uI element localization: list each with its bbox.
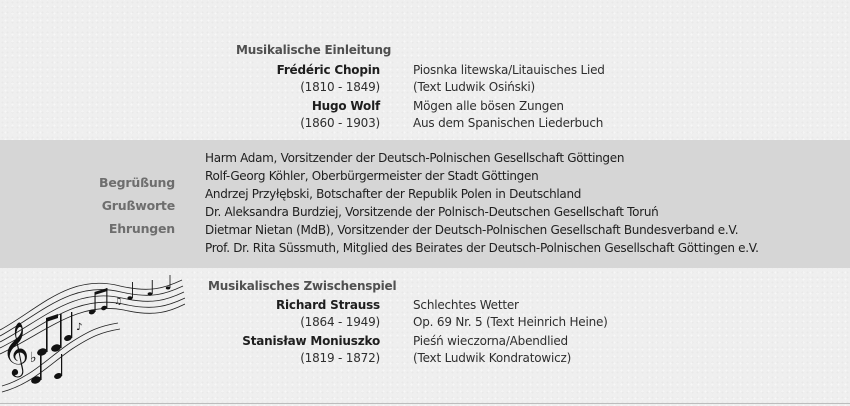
work-title: Mögen alle bösen Zungen [413,99,564,113]
speaker-line: Andrzej Przyłębski, Botschafter der Republik Polen in Deutschland [205,187,582,201]
work-title: Schlechtes Wetter [413,298,519,312]
speaker-line: Harm Adam, Vorsitzender der Deutsch-Polnischen Gesellschaft Göttingen [205,151,625,165]
speaker-line: Dr. Aleksandra Burdziej, Vorsitzende der Polnisch-Deutschen Gesellschaft Toruń [205,205,659,219]
section-title-zwischenspiel: Musikalisches Zwischenspiel [208,279,397,293]
composer-years: (1860 - 1903) [300,116,380,130]
label-ehrungen: Ehrungen [108,221,175,236]
work-note: Aus dem Spanischen Liederbuch [413,116,604,130]
label-grussworte: Grußworte [101,198,175,213]
label-begruessung: Begrüßung [99,175,175,190]
composer-years: (1819 - 1872) [300,351,380,365]
section-title-einleitung: Musikalische Einleitung [236,43,392,57]
svg-text:𝄞: 𝄞 [2,321,30,375]
composer-years: (1864 - 1949) [300,315,380,329]
composer-name: Stanisław Moniuszko [242,334,380,348]
composer-name: Hugo Wolf [311,99,380,113]
bottom-divider [0,403,850,404]
composer-years: (1810 - 1849) [300,80,380,94]
svg-text:♫: ♫ [114,297,123,307]
music-notes-icon [0,268,185,403]
composer-name: Frédéric Chopin [276,63,380,77]
work-title: Pieśń wieczorna/Abendlied [413,334,568,348]
svg-text:♭: ♭ [30,350,37,366]
composer-name: Richard Strauss [275,298,380,312]
work-title: Piosnka litewska/Litauisches Lied [413,63,605,77]
speaker-line: Rolf-Georg Köhler, Oberbürgermeister der Stadt Göttingen [205,169,539,183]
speaker-line: Dietmar Nietan (MdB), Vorsitzender der Deutsch-Polnischen Gesellschaft Bundesverband e.V. [205,223,739,237]
work-note: Op. 69 Nr. 5 (Text Heinrich Heine) [413,315,608,329]
work-note: (Text Ludwik Kondratowicz) [413,351,572,365]
work-note: (Text Ludwik Osiński) [413,80,536,94]
svg-text:♪: ♪ [76,322,83,333]
speaker-line: Prof. Dr. Rita Süssmuth, Mitglied des Beirates der Deutsch-Polnischen Gesellschaft Göttingen e.V. [205,241,759,255]
